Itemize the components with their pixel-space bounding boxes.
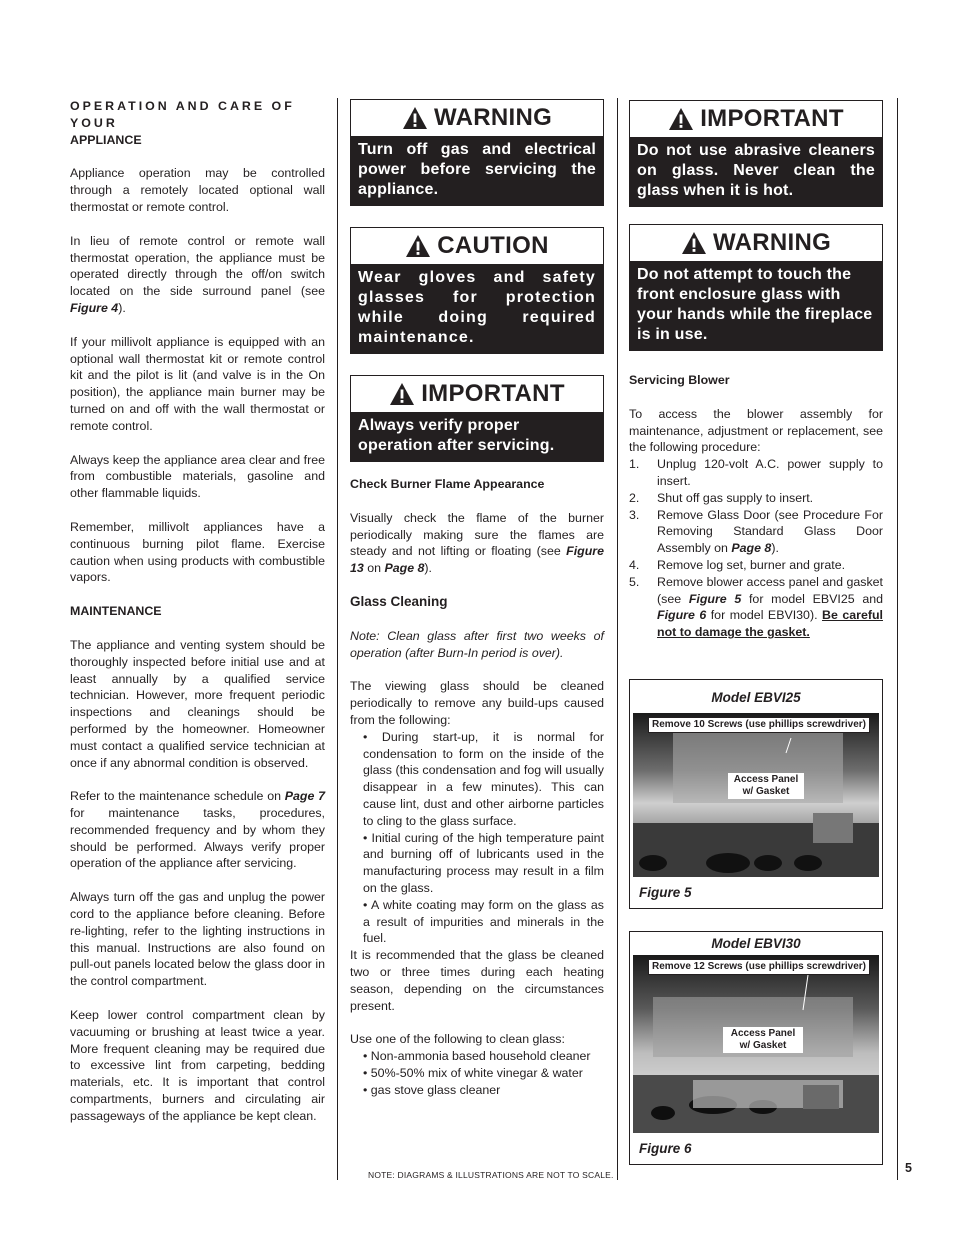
page-reference: Page 8 xyxy=(384,561,425,576)
warning-box-glass xyxy=(629,224,883,351)
paragraph-pilot-flame: Remember, millivolt appliances have a continuous burning pilot flame. Exercise caution when using products with combustible vapors. xyxy=(70,519,325,585)
column-cleaning xyxy=(350,99,604,1099)
important-box-abrasive xyxy=(629,100,883,207)
important-box-verify xyxy=(350,375,604,462)
page-reference: Page 7 xyxy=(284,789,325,804)
warning-triangle-icon xyxy=(668,107,694,131)
paragraph-inspection: The appliance and venting system should be thoroughly inspected before initial use and at least annually by a qualified service technician. However, more frequent periodic inspections and cleanings should be performed by the homeowner. Homeowner must contact a qualified service technician at once if any abnormal condition is observed. xyxy=(70,637,325,770)
paragraph-blower-intro: To access the blower assembly for maintenance, adjustment or replacement, see the following procedure: xyxy=(629,406,883,455)
figure-6-photo xyxy=(633,955,879,1133)
column-divider-left xyxy=(337,98,338,1180)
warning-triangle-icon xyxy=(402,106,428,130)
caution-text: Wear gloves and safety glasses for protection while doing required maintenance. xyxy=(351,264,603,353)
paragraph-keep-clear: Always keep the appliance area clear and free from combustible materials, gasoline and other flammable liquids. xyxy=(70,452,325,501)
paragraph-turn-off-gas: Always turn off the gas and unplug the power cord to the appliance before cleaning. Before re-lighting, refer to the lighting instructions in this manual. Instructions are also found on pull-out panels located below the glass door in the control compartment. xyxy=(70,890,325,989)
important-title: IMPORTANT xyxy=(421,379,565,407)
paragraph-off-on-switch: In lieu of remote control or remote wall thermostat operation, the appliance must be operated directly through the off/on switch located on the side surround panel (see Figure 4). xyxy=(70,233,325,315)
paragraph-glass-intro: The viewing glass should be cleaned periodically to remove any build-ups caused from the following: xyxy=(350,679,604,727)
paragraph-remote-control: Appliance operation may be controlled through a remotely located optional wall thermostat or remote control. xyxy=(70,166,325,214)
column-divider-middle xyxy=(617,98,618,1180)
warning-title: WARNING xyxy=(712,228,832,256)
callout-access-panel: Access Panel w/ Gasket xyxy=(723,1027,803,1053)
figure-reference: Figure 4 xyxy=(70,300,119,315)
list-item: 3. Remove Glass Door (see Procedure For Removing Standard Glass Door Assembly on Page 8). xyxy=(629,507,883,556)
callout-remove-screws: Remove 12 Screws (use phillips screwdriver) xyxy=(648,959,870,975)
important-title: IMPORTANT xyxy=(700,104,844,132)
warning-box-power xyxy=(350,99,604,206)
paragraph-flame-check: Visually check the flame of the burner periodically making sure the flames are steady and not lifting or floating (see Figure 13 on Page 8). xyxy=(350,510,604,576)
list-item: 1. Unplug 120-volt A.C. power supply to insert. xyxy=(629,457,883,488)
paragraph-use-one: Use one of the following to clean glass: xyxy=(350,1032,565,1047)
figure-6-box xyxy=(629,931,883,1166)
important-text: Always verify proper operation after servicing. xyxy=(351,412,603,461)
gasket-warning: Be careful not to damage the gasket. xyxy=(657,608,883,640)
section-heading-appliance: APPLIANCE xyxy=(70,132,142,147)
figure-reference: Figure 13 xyxy=(350,544,604,576)
list-item: 2. Shut off gas supply to insert. xyxy=(629,490,814,505)
list-item: • A white coating may form on the glass as a result of impurities and minerals in the fuel. xyxy=(363,897,604,946)
section-heading-glass-cleaning: Glass Cleaning xyxy=(350,593,448,609)
warning-text: Turn off gas and electrical power before servicing the appliance. xyxy=(351,136,603,205)
list-cleaners xyxy=(350,1048,604,1098)
paragraph-compartment-clean: Keep lower control compartment clean by vacuuming or brushing at least twice a year. More frequent cleaning may be required due to excessive lint from carpeting, bedding materials, etc. It is important that control compartments, burners and circulating air passageways of the appliance be kept clean. xyxy=(70,1008,325,1123)
warning-text: Do not attempt to touch the front enclosure glass with your hands while the fireplace is in use. xyxy=(630,261,882,350)
callout-access-panel: Access Panel w/ Gasket xyxy=(728,773,804,799)
list-item: • Initial curing of the high temperature paint and burning off of lubricants used in the manufacturing process may result in a film on the glass. xyxy=(363,830,604,895)
section-heading-burner-flame: Check Burner Flame Appearance xyxy=(350,477,545,491)
warning-title: WARNING xyxy=(433,103,553,131)
warning-triangle-icon xyxy=(681,231,707,255)
important-text: Do not use abrasive cleaners on glass. Never clean the glass when it is hot. xyxy=(630,137,882,206)
list-item: 5. Remove blower access panel and gasket (see Figure 5 for model EBVI25 and Figure 6 for model EBVI30). Be careful not to damage the gasket. xyxy=(629,574,884,640)
figure-6-model: Model EBVI30 xyxy=(711,935,801,951)
paragraph-maintenance-schedule: Refer to the maintenance schedule on Page 7 for maintenance tasks, procedures, recommended frequency and by whom they should be performed. Always verify proper operation of the appliance after servicing. xyxy=(70,789,325,871)
column-divider-right xyxy=(897,98,898,1180)
figure-reference: Figure 6 xyxy=(657,608,707,623)
section-heading-servicing-blower: Servicing Blower xyxy=(629,373,730,387)
footer-scale-note: NOTE: DIAGRAMS & ILLUSTRATIONS ARE NOT TO SCALE. xyxy=(368,1170,614,1180)
figure-5-box xyxy=(629,679,883,909)
callout-remove-screws: Remove 10 Screws (use phillips screwdriver) xyxy=(648,717,870,733)
list-item: • During start-up, it is normal for condensation to form on the inside of the glass (this condensation and fog will usually disappear in a few minutes). This can cause lint, dust and other airborne particles to cling to the glass surface. xyxy=(363,729,604,828)
column-operation-maintenance xyxy=(70,98,325,1142)
section-heading-maintenance: MAINTENANCE xyxy=(70,604,162,619)
list-blower-steps xyxy=(629,456,883,641)
list-item: • gas stove glass cleaner xyxy=(363,1082,501,1097)
note-burn-in: Note: Clean glass after first two weeks of operation (after Burn-In period is over). xyxy=(350,628,604,660)
list-item: • 50%-50% mix of white vinegar & water xyxy=(363,1065,583,1080)
list-buildup-causes xyxy=(350,729,604,947)
figure-5-label: Figure 5 xyxy=(639,884,692,900)
caution-box-gloves xyxy=(350,227,604,354)
caution-title: CAUTION xyxy=(437,231,549,259)
list-item: • Non-ammonia based household cleaner xyxy=(363,1049,591,1064)
page-number: 5 xyxy=(905,1161,912,1175)
list-item: 4. Remove log set, burner and grate. xyxy=(629,557,846,572)
paragraph-millivolt-thermostat: If your millivolt appliance is equipped with an optional wall thermostat kit or remote control kit and the pilot is lit (and valve is in the On position), the appliance main burner may be turned on and off with the wall thermostat or remote control. xyxy=(70,334,325,433)
paragraph-clean-frequency: It is recommended that the glass be cleaned two or three times during each heating season, depending on the circumstances present. xyxy=(350,948,604,1013)
section-heading-operation: OPERATION AND CARE OF YOUR xyxy=(70,99,295,130)
warning-triangle-icon xyxy=(405,234,431,258)
figure-6-label: Figure 6 xyxy=(639,1141,692,1157)
figure-5-photo xyxy=(633,713,879,877)
warning-triangle-icon xyxy=(389,382,415,406)
page-reference: Page 8 xyxy=(731,541,772,556)
figure-reference: Figure 5 xyxy=(688,591,742,606)
figure-5-model: Model EBVI25 xyxy=(711,689,801,705)
column-blower xyxy=(629,100,883,1165)
